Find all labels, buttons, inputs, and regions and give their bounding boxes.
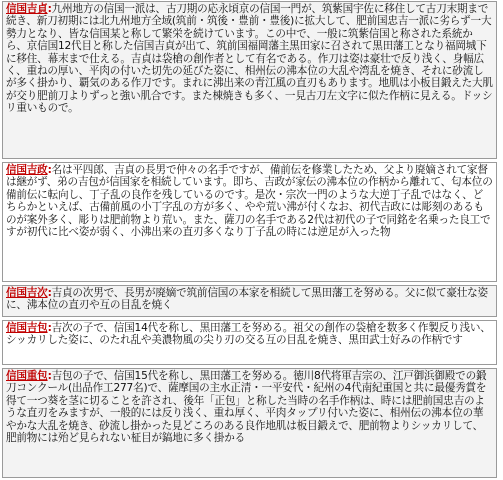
entry-description: 名は平四郎、吉貞の長男で仲々の名手ですが、備前伝を修業したため、父より廃嫡されて家督は継がず、弟の吉包が信国家を相続しています。即ち、吉政が家伝の沸本位の作柄から離れて、匂本位の備前伝に転向し、丁子乱の良作を残しているのです。是次・宗次一門のような大逆丁子乱ではなく、どちらかといえば、古備前風の小丁字乱の方が多く、やや荒い沸が付くなお、初代吉政には彫刻のあるものが案外多く、彫りは肥前物より荒い。また、薩刀の名手である2代は初代の子で同銘を名乗った良工ですが初代に比べ姿が弱く、小沸出来の直刃多くなり丁子乱の時には逆足が入った物	[6, 164, 493, 239]
entry-description: 九州地方の信国一派は、古刀期の応永頃京の信国一門が、筑紫国宇佐に移住して古刀末期まで続き、新刀初期には北九州地方全域(筑前・筑後・豊前・豊後)に拡大して、肥前国忠吉一派に劣らず一大勢力となり、皆な信国某と称して繁栄を続けています。この中で、一般に筑紫信国と称された系統から、京信国12代目と称した信国吉貞が出て、筑前国福岡藩主黒田家に召されて黒田藩工となり福岡城下に移住、幕末まで仕える。吉貞は袋槍の創作者として有名である。作刀は姿は豪壮で反り浅く、身幅広く、重ねの厚い、平肉の付いた切先の延びた姿に、相州伝の沸本位の大乱や湾乱を焼き、それに砂流しが多く掛かり、覇気のある作刀です。まれに沸出来の青江風の直刃もあります。地肌は小板目鍛えた大肌が交り肥前刀よりずっと強い肌合です。また棟焼きも多く、一見古刀左文字に似た作柄に見える。ドッシリ重いもので。	[6, 3, 493, 115]
entry-description: 吉包の子で、信国15代を称し、黒田藩工を努める。徳川8代将軍吉宗の、江戸御浜御殿での鍛刀コンクール(出品作工277名)で、薩摩国の主水正清・一平安代・紀州の4代南紀重国と共に最優秀賞を得て一つ葵を茎に切ることを許され、後年「正包」と称した当時の名手作柄は、時には肥前国忠吉のような直刃をみますが、一般的には反り浅く、重ね厚く、平肉タップリ付いた姿に、相州伝の沸本位の華やかな大乱を焼き、砂流し掛かった見どころのある良作地肌は板目鍛えで、肥前物よりシッカリして、肥前物には殆ど見られない柾目が鎬地に多く掛かる	[6, 370, 487, 445]
entry-description: 吉次の子で、信国14代を称し、黒田藩工を努める。祖父の創作の袋槍を数多く作製反り浅い、シッカリした姿に、のたれ乱や美濃物風の尖り刃の交る互の目乱を焼き、黒田武士好みの作柄です	[6, 322, 491, 347]
entry-description: 吉貞の次男で、長男が廃嫡で筑前信国の本家を相続して黒田藩工を努める。父に似て豪壮な姿に、沸本位の直刃や互の目乱を焼く	[6, 287, 488, 312]
entry-nobukuni-yoshimasa	[2, 162, 497, 282]
name-separator: :	[47, 164, 52, 176]
name-separator: :	[47, 370, 52, 382]
name-separator: :	[47, 287, 52, 299]
entry-nobukuni-shigekane	[2, 368, 497, 478]
entry-nobukuni-yoshisada	[2, 1, 497, 159]
entry-nobukuni-yoshikane	[2, 320, 497, 365]
swordsmith-name[interactable]: 信国重包	[6, 370, 48, 382]
name-separator: :	[47, 322, 52, 334]
swordsmith-name[interactable]: 信国吉次	[6, 287, 48, 299]
name-separator: :	[47, 3, 52, 15]
swordsmith-name[interactable]: 信国吉包	[6, 322, 48, 334]
swordsmith-name[interactable]: 信国吉政	[6, 164, 48, 176]
swordsmith-name[interactable]: 信国吉貞	[6, 3, 48, 15]
entry-nobukuni-yoshitsugu	[2, 285, 497, 317]
